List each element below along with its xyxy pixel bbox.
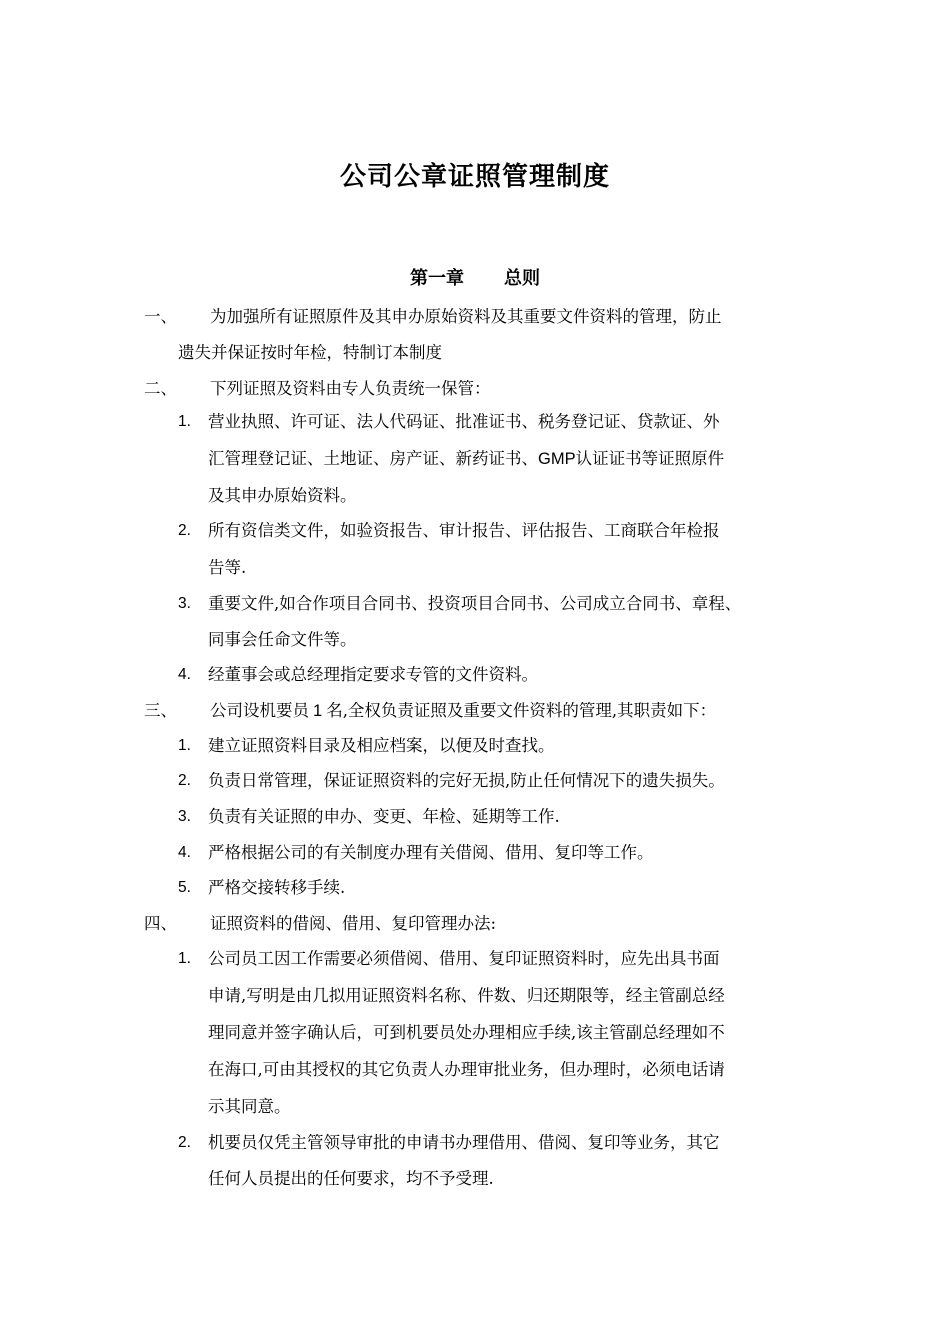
list-item-line: 营业执照、许可证、法人代码证、批准证书、税务登记证、贷款证、外 [208, 412, 720, 431]
list-item-line: 在海口,可由其授权的其它负责人办理审批业务，但办理时，必须电话请 [208, 1060, 725, 1079]
list-item-line: 同事会任命文件等。 [208, 630, 357, 649]
section-number: 1 [313, 702, 323, 720]
section-text: 名,全权负责证照及重要文件资料的管理,其职责如下： [326, 701, 717, 720]
list-number: 4. [178, 666, 191, 683]
list-item-line: 重要文件,如合作项目合同书、投资项目合同书、公司成立合同书、章程、 [208, 594, 742, 613]
list-number: 2. [178, 522, 191, 539]
list-number: 1. [178, 950, 191, 967]
list-item-line: 严格根据公司的有关制度办理有关借阅、借用、复印等工作。 [208, 843, 654, 862]
list-item-line: 所有资信类文件，如验资报告、审计报告、评估报告、工商联合年检报 [208, 521, 720, 540]
list-item-line: 申请,写明是由几拟用证照资料名称、件数、归还期限等，经主管副总经 [208, 986, 725, 1005]
list-item-line [208, 447, 724, 471]
section-marker: 四、 [144, 914, 177, 933]
list-number: 3. [178, 595, 191, 612]
chapter-heading [0, 264, 950, 294]
section-text-line: 证照资料的借阅、借用、复印管理办法: [210, 914, 497, 933]
section-text-line: 下列证照及资料由专人负责统一保管： [210, 379, 491, 398]
list-number: 4. [178, 844, 191, 861]
list-number: 2. [178, 772, 191, 789]
list-item-line: 负责日常管理，保证证照资料的完好无损,防止任何情况下的遗失损失。 [208, 771, 725, 790]
list-item-line: 严格交接转移手续. [208, 878, 346, 897]
section-marker: 三、 [144, 701, 177, 720]
list-item-text: 认证证书等证照原件 [575, 449, 725, 468]
chapter-label: 第一章 [410, 268, 464, 289]
section-marker: 二、 [144, 379, 177, 398]
document-title: 公司公章证照管理制度 [339, 162, 610, 192]
list-item-line: 理同意并签字确认后，可到机要员处办理相应手续,该主管副总经理如不 [208, 1023, 725, 1042]
list-number: 1. [178, 413, 191, 430]
list-number: 3. [178, 808, 191, 825]
list-number: 5. [178, 879, 191, 896]
section-text-line [210, 699, 716, 723]
list-item-line: 示其同意。 [208, 1097, 291, 1116]
list-number: 1. [178, 737, 191, 754]
section-text-line: 为加强所有证照原件及其申办原始资料及其重要文件资料的管理，防止 [210, 307, 722, 326]
list-item-text: 汇管理登记证、土地证、房产证、新药证书、 [208, 449, 538, 468]
list-item-line: 及其申办原始资料。 [208, 486, 357, 505]
list-item-line: 任何人员提出的任何要求，均不予受理. [208, 1169, 494, 1188]
list-item-line: 告等. [208, 558, 247, 577]
section-text-line: 遗失并保证按时年检，特制订本制度 [178, 343, 442, 362]
list-item-latin: GMP [538, 450, 576, 468]
list-item-line: 公司员工因工作需要必须借阅、借用、复印证照资料时，应先出具书面 [208, 949, 720, 968]
list-item-line: 机要员仅凭主管领导审批的申请书办理借用、借阅、复印等业务，其它 [208, 1133, 720, 1152]
chapter-name: 总则 [504, 268, 540, 289]
list-item-line: 经董事会或总经理指定要求专管的文件资料。 [208, 665, 538, 684]
list-item-line: 负责有关证照的申办、变更、年检、延期等工作. [208, 807, 560, 826]
list-item-line: 建立证照资料目录及相应档案，以便及时查找。 [208, 736, 555, 755]
section-marker: 一、 [144, 307, 177, 326]
section-text: 公司设机要员 [210, 701, 309, 720]
list-number: 2. [178, 1134, 191, 1151]
